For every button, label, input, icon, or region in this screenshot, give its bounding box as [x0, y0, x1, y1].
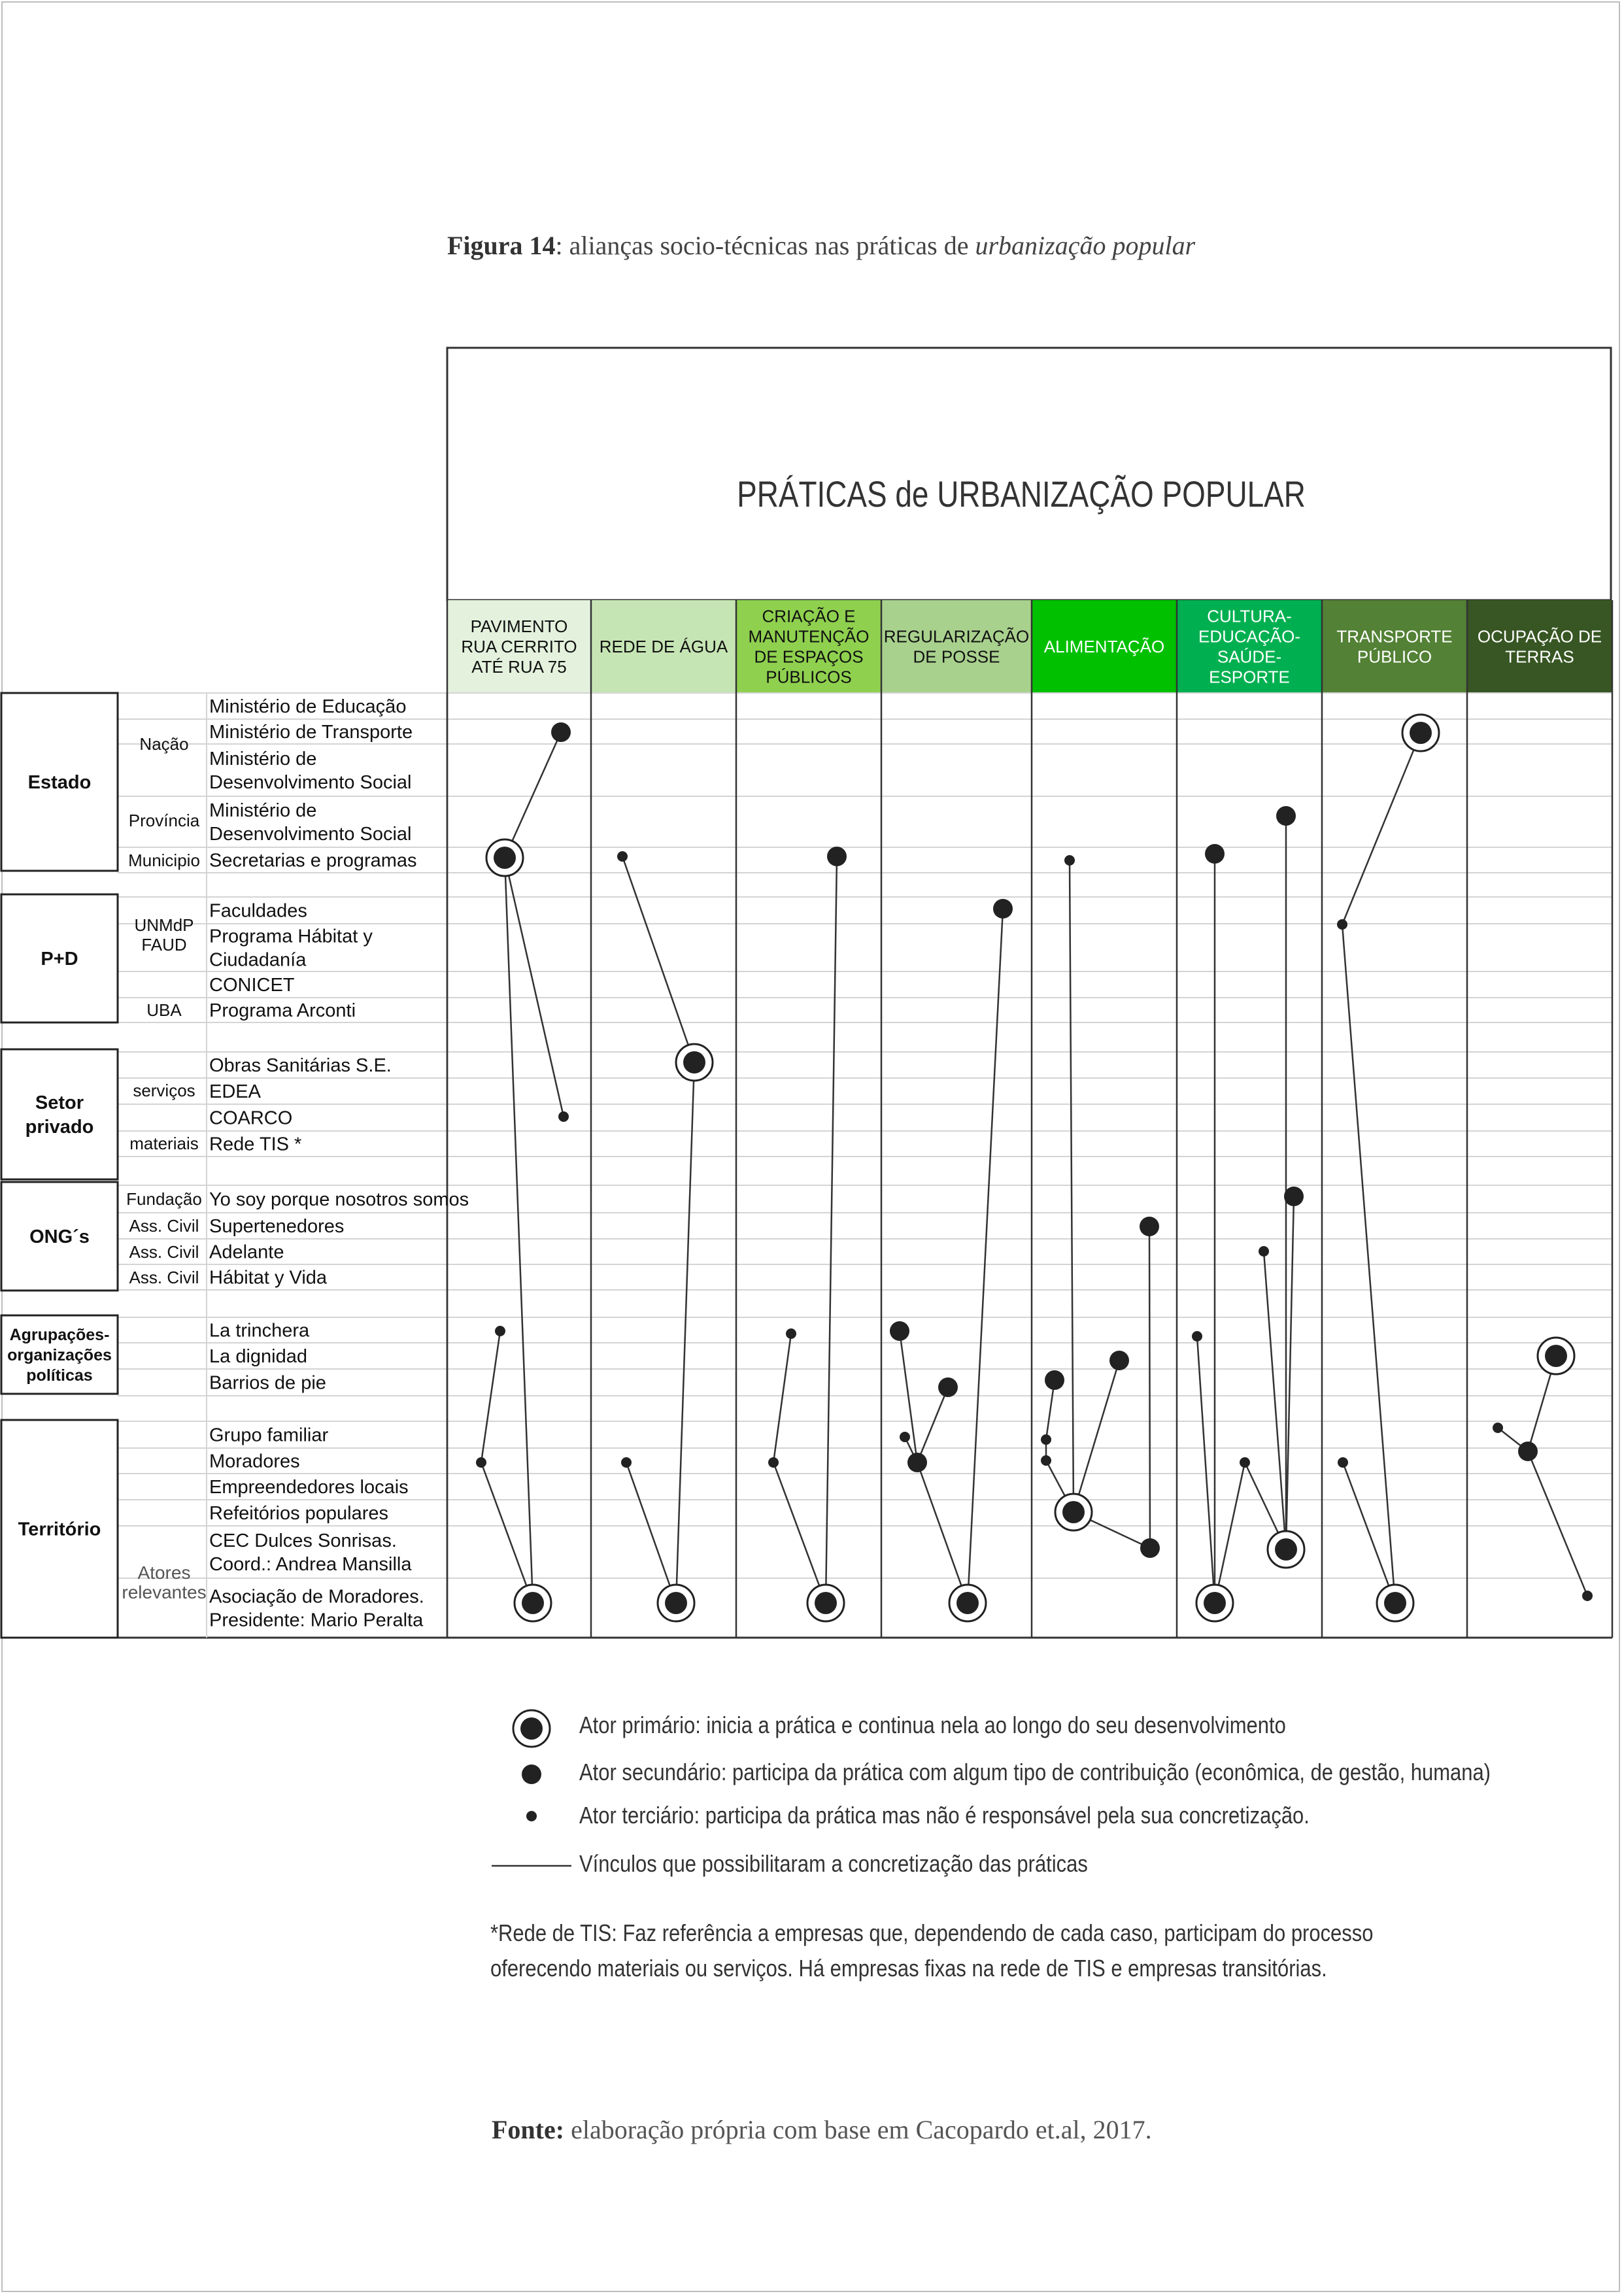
subgroup-label-line: Ass. Civil: [129, 1242, 199, 1262]
actor-group-label: [28, 772, 92, 793]
subgroup-label: [126, 1189, 202, 1209]
subgroup-label-line: Fundação: [126, 1189, 202, 1209]
actor-group-label-line: organizações: [7, 1345, 112, 1364]
actor-group-label: [41, 949, 78, 970]
actor-link: [626, 1462, 676, 1603]
subgroup-label: [139, 734, 188, 754]
practice-header-label-line: ALIMENTAÇÃO: [1043, 637, 1165, 657]
practice-header-label-line: RUA CERRITO: [461, 637, 577, 657]
actor-label: [209, 1346, 307, 1367]
subgroup-label: [134, 915, 194, 954]
actor-label-line: COARCO: [209, 1107, 293, 1129]
actor-label: [209, 1373, 326, 1394]
actor-label-line: Ministério de Educação: [209, 696, 407, 718]
primary-actor-node: [1410, 722, 1432, 744]
actor-link: [1343, 1462, 1395, 1603]
source-label: Fonte:: [492, 2115, 565, 2144]
tertiary-actor-node: [1240, 1457, 1250, 1468]
actor-label-line: Presidente: Mario Peralta: [209, 1610, 424, 1631]
subgroup-label: [129, 1134, 198, 1153]
secondary-actor-node: [551, 722, 571, 742]
actor-label-line: Rede TIS *: [209, 1134, 302, 1155]
actor-link: [622, 856, 694, 1062]
actor-label: [209, 1000, 356, 1021]
actor-label: [209, 1216, 344, 1237]
actor-label-line: Secretarias e programas: [209, 850, 417, 871]
actor-label-line: Coord.: Andrea Mansilla: [209, 1554, 412, 1576]
practice-header-label: [600, 637, 728, 656]
tertiary-actor-node: [621, 1457, 632, 1468]
secondary-actor-node: [1140, 1538, 1160, 1558]
actor-label-line: Desenvolvimento Social: [209, 824, 412, 845]
secondary-actor-node: [890, 1321, 909, 1341]
subgroup-label-line: relevantes: [122, 1581, 207, 1602]
actor-label: [209, 1081, 262, 1102]
actor-link: [968, 909, 1003, 1603]
practice-header-label-line: CULTURA-: [1207, 606, 1292, 626]
primary-actor-node: [665, 1592, 687, 1614]
tertiary-actor-node: [1041, 1434, 1051, 1445]
secondary-actor-node: [1284, 1187, 1304, 1206]
primary-actor-node: [1275, 1538, 1297, 1561]
actor-link: [505, 732, 561, 858]
secondary-actor-node: [993, 899, 1013, 919]
actor-group-box: [1, 1049, 118, 1179]
tis-footnote: [490, 1916, 1373, 1986]
actor-link: [826, 856, 837, 1603]
practice-header-label-line: TERRAS: [1505, 647, 1574, 667]
tertiary-actor-node: [495, 1326, 505, 1336]
secondary-actor-node: [1276, 806, 1296, 826]
figure-caption-italic: urbanização popular: [975, 231, 1196, 260]
primary-actor-node: [1545, 1345, 1567, 1367]
actor-label: [209, 1503, 388, 1524]
subgroup-label-line: FAUD: [141, 935, 187, 955]
secondary-actor-node: [938, 1377, 958, 1397]
diagram-title: PRÁTICAS de URBANIZAÇÃO POPULAR: [737, 473, 1306, 515]
tertiary-actor-node: [558, 1111, 569, 1122]
subgroup-label: [146, 1000, 182, 1020]
subgroup-label-line: UNMdP: [134, 915, 194, 936]
tertiary-actor-node: [1582, 1591, 1593, 1601]
actor-label: [209, 1321, 310, 1342]
actor-label: [209, 800, 411, 845]
subgroup-label: [129, 1216, 199, 1236]
actor-group-label-line: P+D: [41, 949, 78, 970]
tertiary-actor-node: [476, 1457, 486, 1468]
legend-primary-symbol: [520, 1717, 543, 1740]
actor-group-label: [18, 1519, 101, 1540]
practice-header-label-line: SAÚDE-: [1217, 647, 1282, 667]
actor-group-label-line: ONG´s: [29, 1226, 90, 1248]
actor-link: [1197, 1336, 1215, 1603]
actor-label-line: Programa Hábitat y: [209, 926, 373, 947]
actor-label: [209, 749, 411, 793]
actor-label-line: Moradores: [209, 1451, 300, 1472]
actor-label-line: Ministério de Transporte: [209, 722, 413, 743]
tertiary-actor-node: [1337, 919, 1347, 930]
subgroup-label-line: Nação: [139, 734, 189, 754]
source-text: elaboração própria com base em Cacopardo et.al, 2017.: [564, 2115, 1152, 2144]
actor-label-line: Empreendedores locais: [209, 1477, 409, 1498]
tertiary-actor-node: [617, 851, 628, 862]
actor-link: [676, 1062, 694, 1603]
practice-header-label: [461, 616, 577, 677]
actor-label-line: La dignidad: [209, 1346, 307, 1368]
actor-link: [1286, 1196, 1294, 1549]
tertiary-actor-node: [1338, 1457, 1348, 1468]
secondary-actor-node: [1109, 1351, 1129, 1370]
actor-label: [209, 1425, 328, 1446]
tis-footnote-line2: oferecendo materiais ou serviços. Há empresas fixas na rede de TIS e empresas transitórias.: [490, 1955, 1327, 1982]
subgroup-label: [133, 1081, 195, 1100]
actor-label-line: Obras Sanitárias S.E.: [209, 1055, 392, 1077]
actor-label-line: Adelante: [209, 1241, 284, 1263]
tertiary-actor-node: [768, 1457, 779, 1468]
tertiary-actor-node: [1064, 855, 1075, 866]
actor-label-line: CONICET: [209, 975, 295, 996]
actor-group-label-line: Setor: [35, 1092, 84, 1114]
primary-actor-node: [1204, 1592, 1226, 1614]
actor-label: [209, 1451, 300, 1472]
actor-label-line: Ministério de: [209, 749, 317, 770]
tertiary-actor-node: [1041, 1455, 1051, 1466]
actor-link: [1074, 1360, 1119, 1512]
subgroup-label-line: Ass. Civil: [129, 1216, 199, 1236]
secondary-actor-node: [907, 1453, 927, 1472]
actor-label-line: Hábitat y Vida: [209, 1267, 328, 1289]
tertiary-actor-node: [1493, 1423, 1503, 1433]
figure-caption-text: : alianças socio-técnicas nas práticas de: [555, 231, 975, 260]
actor-label-line: EDEA: [209, 1081, 261, 1103]
primary-actor-node: [956, 1592, 979, 1614]
primary-actor-node: [1062, 1501, 1085, 1523]
practice-header-label: [1044, 637, 1164, 656]
actor-label: [209, 1055, 392, 1076]
actor-label: [209, 975, 295, 996]
practice-header-label-line: EDUCAÇÃO-: [1198, 626, 1301, 647]
actor-label: [209, 1530, 412, 1575]
legend-tertiary-symbol: [526, 1811, 537, 1821]
actor-group-label-line: privado: [25, 1117, 94, 1138]
actor-link: [917, 1387, 948, 1462]
actor-group-label-line: Território: [18, 1519, 101, 1540]
subgroup-label-line: Ass. Civil: [129, 1268, 199, 1288]
figure-label: Figura 14: [447, 231, 556, 260]
primary-actor-node: [683, 1051, 705, 1073]
subgroup-label: [129, 1268, 199, 1287]
tertiary-actor-node: [1192, 1331, 1202, 1342]
actor-label-line: Barrios de pie: [209, 1372, 326, 1394]
actor-label-line: CEC Dulces Sonrisas.: [209, 1530, 397, 1552]
source-credit: [492, 2114, 1152, 2145]
legend-secondary-symbol: [522, 1764, 541, 1784]
subgroup-label-line: Província: [128, 811, 200, 831]
primary-actor-node: [494, 847, 516, 869]
practice-header-label-line: PÚBLICO: [1357, 647, 1432, 667]
actor-link: [1215, 1462, 1245, 1603]
legend-secondary-text: Ator secundário: participa da prática com algum tipo de contribuição (econômica, de gestão, humana): [579, 1759, 1491, 1785]
actor-link: [1070, 860, 1074, 1512]
actor-label: [209, 1242, 284, 1263]
actor-label-line: Yo soy porque nosotros somos: [209, 1189, 469, 1211]
secondary-actor-node: [1140, 1217, 1159, 1236]
subgroup-label-line: materiais: [129, 1134, 199, 1154]
practice-header-label-line: TRANSPORTE: [1336, 626, 1453, 647]
secondary-actor-node: [1045, 1370, 1064, 1390]
actor-label: [209, 722, 413, 743]
secondary-actor-node: [1205, 844, 1225, 864]
actor-label: [209, 1134, 301, 1155]
subgroup-label-line: Atores: [137, 1562, 191, 1583]
practice-header-label-line: CRIAÇÃO E: [762, 606, 856, 626]
legend-tertiary-text: Ator terciário: participa da prática mas não é responsável pela sua concretização.: [579, 1802, 1310, 1829]
secondary-actor-node: [827, 847, 847, 866]
actor-link: [773, 1462, 826, 1603]
actor-label: [209, 1268, 328, 1289]
subgroup-label-line: Municipio: [128, 851, 200, 871]
practice-header-label-line: ESPORTE: [1209, 667, 1290, 687]
tis-footnote-line1: *Rede de TIS: Faz referência a empresas que, dependendo de cada caso, participam do processo: [490, 1919, 1374, 1946]
tertiary-actor-node: [1259, 1246, 1269, 1257]
tertiary-actor-node: [786, 1328, 796, 1339]
subgroup-label: [129, 811, 200, 830]
secondary-actor-node: [1518, 1442, 1538, 1461]
legend-links-text: Vínculos que possibilitaram a concretização das práticas: [579, 1850, 1088, 1877]
actor-link: [481, 1331, 500, 1462]
actor-label-line: Asociação de Moradores.: [209, 1586, 424, 1608]
practice-header-label-line: DE ESPAÇOS: [754, 647, 864, 667]
practice-header-label-line: REDE DE ÁGUA: [599, 637, 728, 657]
actor-link: [773, 1334, 791, 1462]
practice-header-label: [749, 607, 870, 687]
practice-header-label-line: REGULARIZAÇÃO: [883, 626, 1030, 647]
subgroup-label: [129, 1242, 199, 1262]
actor-link: [1342, 733, 1421, 924]
actor-label-line: Supertenedores: [209, 1216, 345, 1238]
actor-label: [209, 926, 373, 971]
actor-label: [209, 851, 417, 871]
practice-header-label-line: MANUTENÇÃO: [748, 626, 870, 647]
actor-label-line: Desenvolvimento Social: [209, 772, 412, 794]
subgroup-label-line: UBA: [146, 1000, 182, 1021]
actor-label-line: Faculdades: [209, 900, 307, 922]
subgroup-label: [122, 1562, 206, 1602]
actor-link: [1149, 1226, 1150, 1548]
practice-header-label-line: DE POSSE: [913, 647, 1000, 667]
primary-actor-node: [522, 1592, 544, 1614]
subgroup-label-line: serviços: [133, 1081, 195, 1101]
actor-link: [505, 858, 533, 1603]
actor-group-label-line: Agrupações-: [9, 1325, 110, 1344]
legend-primary-text: Ator primário: inicia a prática e continua nela ao longo do seu desenvolvimento: [579, 1712, 1286, 1738]
actor-label-line: Refeitórios populares: [209, 1503, 389, 1525]
practice-header-label-line: PAVIMENTO: [470, 616, 568, 637]
actor-group-label: [29, 1226, 90, 1247]
actor-label-line: Programa Arconti: [209, 1000, 356, 1022]
subgroup-label: [128, 851, 200, 870]
actor-label: [209, 1587, 424, 1631]
practice-header-label-line: PÚBLICOS: [766, 667, 852, 687]
actor-link: [1264, 1251, 1286, 1549]
actor-label-line: Grupo familiar: [209, 1425, 329, 1446]
actor-link: [917, 1462, 968, 1603]
actor-label-line: Ciudadanía: [209, 949, 307, 971]
actor-label: [209, 696, 406, 717]
actor-label: [209, 1108, 292, 1129]
actor-group-label-line: Estado: [27, 772, 92, 794]
tertiary-actor-node: [900, 1432, 910, 1442]
practice-header-label-line: ATÉ RUA 75: [471, 657, 567, 677]
actor-label: [209, 1189, 469, 1210]
actor-label: [209, 1477, 409, 1498]
actor-label-line: Ministério de: [209, 800, 317, 822]
actor-link: [481, 1462, 533, 1603]
actor-group-label-line: políticas: [26, 1366, 93, 1385]
actor-label-line: La trinchera: [209, 1320, 310, 1342]
practice-header-label-line: OCUPAÇÃO DE: [1477, 626, 1602, 647]
primary-actor-node: [1384, 1592, 1406, 1614]
primary-actor-node: [815, 1592, 837, 1614]
actor-label: [209, 901, 307, 922]
